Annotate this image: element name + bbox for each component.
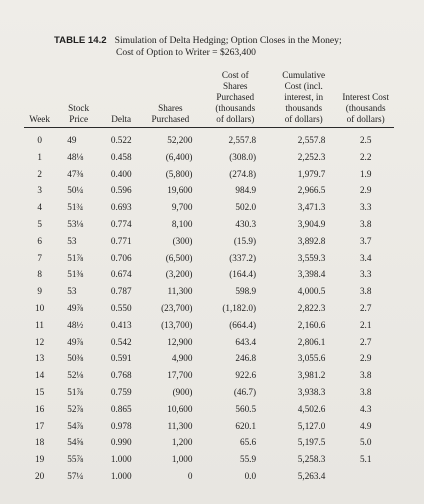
cell-cumulative-cost: 4,000.5 xyxy=(297,286,326,297)
table-row xyxy=(24,300,394,317)
cell-delta: 0.771 xyxy=(110,235,132,246)
cell-stock-price: 54⅝ xyxy=(67,437,84,448)
cell-delta: 0.458 xyxy=(110,151,132,162)
cell-interest-cost: 2.7 xyxy=(359,336,372,347)
cell-delta: 0.768 xyxy=(110,370,132,381)
cell-cumulative-cost: 3,904.9 xyxy=(297,218,326,229)
cell-cost-of-shares: 598.9 xyxy=(235,286,257,297)
cell-shares-purchased: 52,200 xyxy=(167,135,193,145)
cell-cost-of-shares: 922.6 xyxy=(235,370,257,381)
cell-shares-purchased: 10,600 xyxy=(167,403,193,414)
cell-cumulative-cost: 3,938.3 xyxy=(297,386,326,397)
table-row xyxy=(24,401,394,418)
cell-cost-of-shares: 984.9 xyxy=(235,185,257,196)
cell-shares-purchased: 12,900 xyxy=(167,336,193,347)
cell-interest-cost: 5.0 xyxy=(359,437,372,448)
cell-week: 5 xyxy=(37,218,42,229)
cell-delta: 0.674 xyxy=(110,269,132,280)
cell-week: 13 xyxy=(35,353,45,364)
cell-delta: 0.978 xyxy=(110,420,132,431)
cell-interest-cost: 2.2 xyxy=(359,151,372,162)
header-interest-cost xyxy=(337,70,394,128)
table-row xyxy=(24,384,394,401)
cell-cost-of-shares: 246.8 xyxy=(235,353,257,364)
header-line: Interest Cost xyxy=(342,92,390,102)
cell-delta: 1.000 xyxy=(110,470,132,481)
cell-delta: 0.413 xyxy=(110,319,132,330)
cell-cost-of-shares: (164.4) xyxy=(229,269,257,280)
header-line: (thousands xyxy=(215,103,256,113)
header-line: of dollars) xyxy=(346,114,385,124)
cell-delta: 0.865 xyxy=(110,403,132,414)
cell-interest-cost: 2.9 xyxy=(359,185,372,196)
cell-week: 2 xyxy=(37,168,42,179)
header-line: Stock xyxy=(68,103,90,113)
table-caption xyxy=(54,35,414,58)
cell-interest-cost: 3.3 xyxy=(359,269,372,280)
cell-delta: 0.759 xyxy=(110,386,132,397)
cell-shares-purchased: 1,200 xyxy=(171,437,193,448)
header-line: of dollars) xyxy=(216,114,255,124)
cell-cost-of-shares: (15.9) xyxy=(233,235,257,246)
cell-cumulative-cost: 3,892.8 xyxy=(297,235,326,246)
cell-interest-cost: 3.3 xyxy=(359,202,372,213)
cell-interest-cost: 2.1 xyxy=(359,319,372,330)
cell-delta: 0.787 xyxy=(110,286,132,297)
table-row xyxy=(24,451,394,468)
cell-stock-price: 51⅞ xyxy=(67,252,84,263)
cell-week: 16 xyxy=(35,403,45,414)
cell-delta: 0.596 xyxy=(110,185,132,196)
cell-week: 3 xyxy=(37,185,42,196)
cell-week: 12 xyxy=(35,336,45,347)
cell-stock-price: 52⅞ xyxy=(67,403,84,414)
cell-shares-purchased: (3,200) xyxy=(165,269,193,280)
cell-delta: 0.522 xyxy=(110,135,132,145)
cell-interest-cost: 2.5 xyxy=(359,135,372,145)
cell-cumulative-cost: 2,160.6 xyxy=(297,319,326,330)
cell-week: 14 xyxy=(35,370,45,381)
cell-cost-of-shares: (274.8) xyxy=(229,168,257,179)
cell-interest-cost: 3.8 xyxy=(359,386,372,397)
cell-week: 8 xyxy=(37,269,42,280)
delta-hedging-table xyxy=(24,70,394,485)
header-line: Shares xyxy=(223,81,248,91)
cell-delta: 0.591 xyxy=(110,353,132,364)
cell-interest-cost: 4.3 xyxy=(359,403,372,414)
table-row xyxy=(24,350,394,367)
table-row xyxy=(24,233,394,250)
cell-stock-price: 50¼ xyxy=(67,185,84,196)
cell-interest-cost: 2.7 xyxy=(359,302,372,313)
cell-shares-purchased: (900) xyxy=(172,386,193,397)
cell-interest-cost: 4.9 xyxy=(359,420,372,431)
header-line: Purchased xyxy=(151,114,190,124)
cell-cost-of-shares: 502.0 xyxy=(235,202,257,213)
cell-interest-cost: 3.8 xyxy=(359,370,372,381)
header-line: of dollars) xyxy=(284,114,323,124)
cell-interest-cost: 3.4 xyxy=(359,252,372,263)
cell-week: 10 xyxy=(35,302,45,313)
header-row xyxy=(24,70,394,128)
cell-stock-price: 51⅜ xyxy=(67,269,84,280)
header-week xyxy=(24,70,55,128)
cell-delta: 0.542 xyxy=(110,336,132,347)
table-number: TABLE 14.2 xyxy=(54,35,107,46)
header-line: Cost of xyxy=(221,70,249,80)
cell-stock-price: 49⅞ xyxy=(67,302,84,313)
table-row xyxy=(24,149,394,166)
cell-cost-of-shares: (337.2) xyxy=(229,252,257,263)
cell-stock-price: 48½ xyxy=(67,319,84,330)
cell-delta: 1.000 xyxy=(110,454,132,465)
cell-stock-price: 51⅞ xyxy=(67,386,84,397)
cell-shares-purchased: (23,700) xyxy=(161,302,193,313)
cell-cumulative-cost: 2,806.1 xyxy=(297,336,326,347)
table-row xyxy=(24,182,394,199)
cell-shares-purchased: 17,700 xyxy=(167,370,193,381)
cell-shares-purchased: 8,100 xyxy=(171,218,193,229)
cell-stock-price: 50⅜ xyxy=(67,353,84,364)
cell-shares-purchased: (6,500) xyxy=(165,252,193,263)
table-row xyxy=(24,434,394,451)
cell-stock-price: 51¾ xyxy=(67,202,84,213)
table-row xyxy=(24,317,394,334)
cell-cumulative-cost: 3,398.4 xyxy=(297,269,326,280)
cell-delta: 0.706 xyxy=(110,252,132,263)
cell-cost-of-shares: 0.0 xyxy=(244,470,257,481)
table-row xyxy=(24,216,394,233)
cell-week: 18 xyxy=(35,437,45,448)
header-line: Week xyxy=(29,114,50,124)
cell-interest-cost: 2.9 xyxy=(359,353,372,364)
cell-cumulative-cost: 5,127.0 xyxy=(297,420,326,431)
header-line: Delta xyxy=(111,114,132,124)
cell-week: 11 xyxy=(35,319,45,330)
header-line: Cost (incl. xyxy=(284,81,323,91)
cell-week: 17 xyxy=(35,420,45,431)
cell-cumulative-cost: 3,055.6 xyxy=(297,353,326,364)
header-line: thousands xyxy=(285,103,323,113)
cell-delta: 0.550 xyxy=(110,302,132,313)
table-row xyxy=(24,283,394,300)
cell-stock-price: 53 xyxy=(67,235,77,246)
cell-cost-of-shares: 430.3 xyxy=(235,218,257,229)
cell-shares-purchased: (5,800) xyxy=(165,168,193,179)
cell-week: 6 xyxy=(37,235,42,246)
header-cumulative-cost xyxy=(270,70,337,128)
cell-shares-purchased: 11,300 xyxy=(167,420,193,431)
cell-interest-cost: 3.8 xyxy=(359,286,372,297)
cell-cumulative-cost: 5,197.5 xyxy=(297,437,326,448)
table-row xyxy=(24,468,394,485)
cell-stock-price: 53⅛ xyxy=(67,218,84,229)
cell-shares-purchased: 9,700 xyxy=(171,202,193,213)
header-line: Shares xyxy=(158,103,183,113)
cell-stock-price: 57¼ xyxy=(67,470,84,481)
cell-cumulative-cost: 2,822.3 xyxy=(297,302,326,313)
cell-interest-cost: 5.1 xyxy=(359,454,372,465)
cell-delta: 0.693 xyxy=(110,202,132,213)
cell-cost-of-shares: 620.1 xyxy=(235,420,257,431)
table-row xyxy=(24,418,394,435)
cell-week: 19 xyxy=(35,454,45,465)
cell-shares-purchased: 11,300 xyxy=(167,286,193,297)
table-header xyxy=(24,70,394,128)
header-line: (thousands xyxy=(345,103,386,113)
table-row xyxy=(24,250,394,267)
cell-cumulative-cost: 3,981.2 xyxy=(297,370,326,381)
cell-shares-purchased: (6,400) xyxy=(165,151,193,162)
cell-cost-of-shares: (664.4) xyxy=(229,319,257,330)
header-line: Price xyxy=(69,114,89,124)
cell-week: 20 xyxy=(35,470,45,481)
cell-interest-cost: 1.9 xyxy=(359,168,372,179)
cell-cumulative-cost: 1,979.7 xyxy=(297,168,326,179)
cell-cost-of-shares: 65.6 xyxy=(239,437,257,448)
cell-stock-price: 54⅞ xyxy=(67,420,84,431)
cell-interest-cost: 3.7 xyxy=(359,235,372,246)
cell-stock-price: 52⅛ xyxy=(67,370,84,381)
header-cost-of-shares xyxy=(200,70,270,128)
cell-cumulative-cost: 4,502.6 xyxy=(297,403,326,414)
cell-cumulative-cost: 2,557.8 xyxy=(297,135,326,145)
table-row xyxy=(24,166,394,183)
cell-week: 7 xyxy=(37,252,42,263)
cell-interest-cost: 3.8 xyxy=(359,218,372,229)
cell-stock-price: 48⅛ xyxy=(67,151,84,162)
caption-line-1 xyxy=(54,35,414,47)
cell-shares-purchased: 19,600 xyxy=(167,185,193,196)
cell-week: 0 xyxy=(37,135,42,145)
table-row xyxy=(24,367,394,384)
cell-cost-of-shares: 55.9 xyxy=(239,454,257,465)
cell-shares-purchased: 4,900 xyxy=(171,353,193,364)
cell-cost-of-shares: 2,557.8 xyxy=(228,135,257,145)
header-delta xyxy=(102,70,140,128)
cell-week: 9 xyxy=(37,286,42,297)
cell-delta: 0.400 xyxy=(110,168,132,179)
table-row xyxy=(24,199,394,216)
cell-cost-of-shares: 560.5 xyxy=(235,403,257,414)
caption-text-1: Simulation of Delta Hedging; Option Closes in the Money; xyxy=(114,35,342,46)
cell-cumulative-cost: 5,258.3 xyxy=(297,454,326,465)
header-shares-purchased xyxy=(140,70,200,128)
cell-week: 4 xyxy=(37,202,42,213)
cell-shares-purchased: (13,700) xyxy=(161,319,193,330)
cell-cumulative-cost: 2,966.5 xyxy=(297,185,326,196)
cell-stock-price: 53 xyxy=(67,286,77,297)
caption-line-2: Cost of Option to Writer = $263,400 xyxy=(116,46,256,58)
cell-stock-price: 47⅜ xyxy=(67,168,84,179)
cell-shares-purchased: (300) xyxy=(172,235,193,246)
cell-week: 15 xyxy=(35,386,45,397)
cell-delta: 0.990 xyxy=(110,437,132,448)
cell-cumulative-cost: 2,252.3 xyxy=(297,151,326,162)
cell-interest-cost xyxy=(337,468,394,485)
table-row xyxy=(24,334,394,351)
cell-delta: 0.774 xyxy=(110,218,132,229)
table-row xyxy=(24,128,394,149)
cell-shares-purchased: 0 xyxy=(187,470,193,481)
table-body xyxy=(24,128,394,485)
cell-cumulative-cost: 3,471.3 xyxy=(297,202,326,213)
cell-cost-of-shares: (46.7) xyxy=(233,386,257,397)
cell-shares-purchased: 1,000 xyxy=(171,454,193,465)
cell-stock-price: 49 xyxy=(67,135,77,145)
cell-cost-of-shares: (1,182.0) xyxy=(222,302,257,313)
cell-cumulative-cost: 3,559.3 xyxy=(297,252,326,263)
header-line: interest, in xyxy=(284,92,324,102)
header-line: Cumulative xyxy=(282,70,326,80)
cell-stock-price: 49⅞ xyxy=(67,336,84,347)
header-line: Purchased xyxy=(216,92,255,102)
table-row xyxy=(24,266,394,283)
header-stock-price xyxy=(55,70,102,128)
cell-cumulative-cost: 5,263.4 xyxy=(297,470,326,481)
cell-cost-of-shares: 643.4 xyxy=(235,336,257,347)
cell-cost-of-shares: (308.0) xyxy=(229,151,257,162)
cell-stock-price: 55⅞ xyxy=(67,454,84,465)
cell-week: 1 xyxy=(37,151,42,162)
